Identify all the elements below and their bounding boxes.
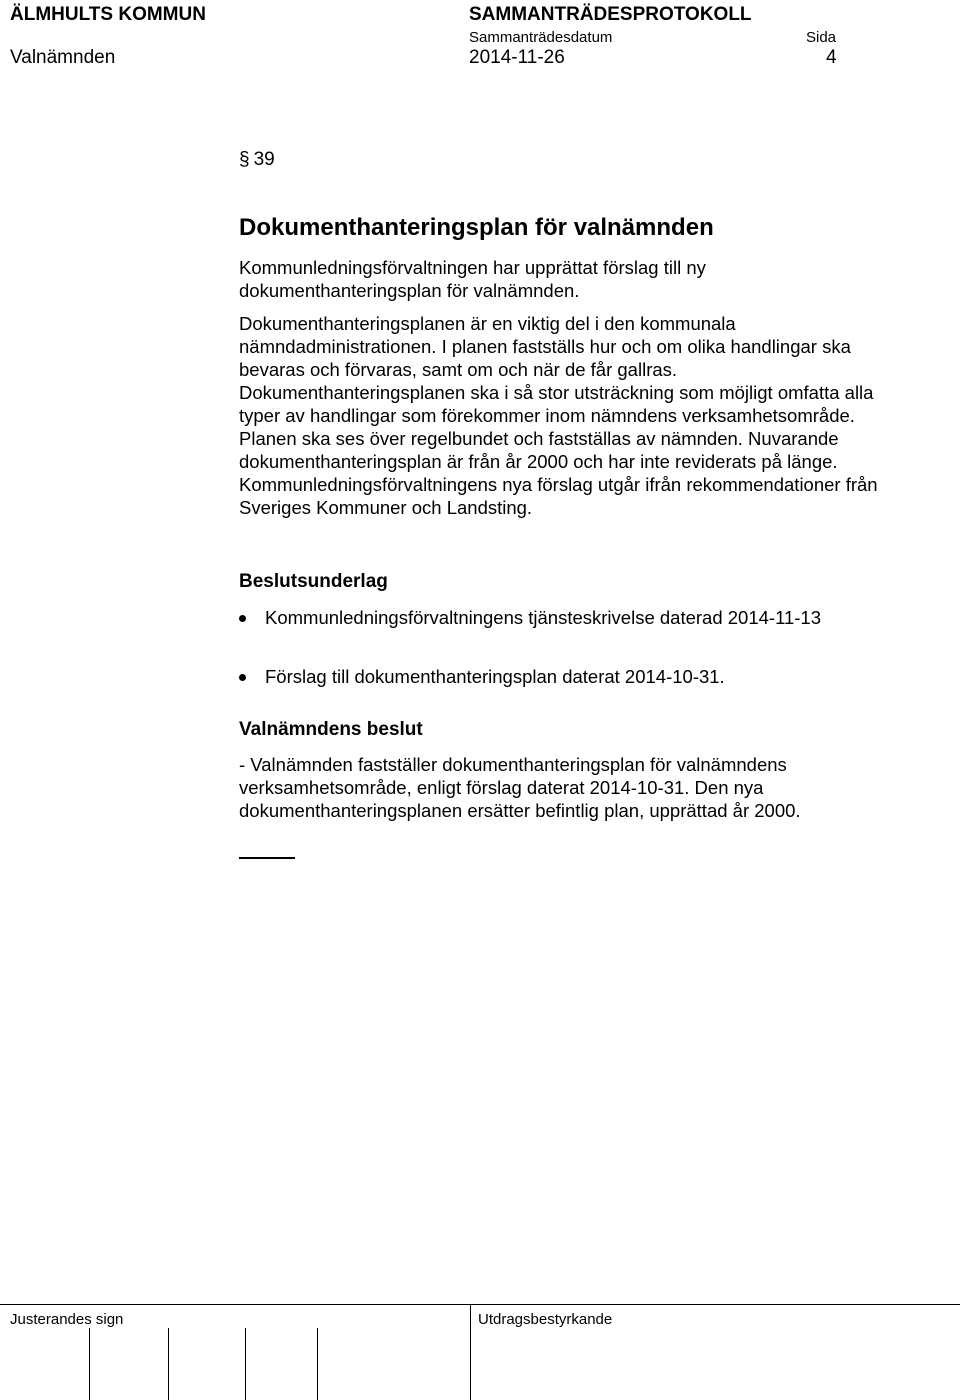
section-title: Dokumenthanteringsplan för valnämnden (239, 214, 714, 241)
date-label: Sammanträdesdatum (469, 29, 613, 46)
meeting-date: 2014-11-26 (469, 47, 565, 68)
page-number: 4 (826, 47, 837, 68)
signature-box-divider (168, 1328, 169, 1400)
section-number (239, 149, 275, 171)
decision-text: - Valnämnden fastställer dokumenthanteringsplan för valnämndens verksamhetsområde, enligt förslag daterat 2014-10-31. Den nya dokumenthanteringsplanen ersätter befintlig plan, upprättad år 2000. (239, 754, 801, 821)
footer-column-divider (470, 1304, 471, 1400)
organization-name: ÄLMHULTS KOMMUN (10, 4, 206, 25)
section-number-value: 39 (253, 149, 275, 170)
bullet-icon (239, 615, 246, 622)
basis-list-item (239, 606, 879, 629)
committee-name: Valnämnden (10, 47, 116, 68)
signature-box-divider (245, 1328, 246, 1400)
decision-heading: Valnämndens beslut (239, 719, 423, 740)
basis-item-text: Förslag till dokumenthanteringsplan daterat 2014-10-31. (265, 666, 725, 687)
document-type: SAMMANTRÄDESPROTOKOLL (469, 4, 752, 25)
basis-list-item (239, 665, 879, 688)
basis-heading: Beslutsunderlag (239, 571, 388, 592)
signature-box-divider (89, 1328, 90, 1400)
basis-item-text: Kommunledningsförvaltningens tjänsteskrivelse daterad 2014-11-13 (265, 607, 822, 628)
page-label: Sida (806, 29, 837, 46)
paragraph-description: Dokumenthanteringsplanen är en viktig del i den kommunala nämndadministrationen. I planen fastställs hur och om olika handlingar ska bevaras och förvaras, samt om och när de får gallras. Dokumenthanteringsplanen ska i så stor utsträckning som möjligt omfatta alla typer av handlingar som förekommer inom nämndens verksamhetsområde. Planen ska ses över regelbundet och fastställas av nämnden. Nuvarande dokumenthanteringsplan är från år 2000 och har inte reviderats på länge. Kommunledningsförvaltningens nya förslag utgår ifrån rekommendationer från Sveriges Kommuner och Landsting. (239, 313, 878, 518)
bullet-icon (239, 674, 246, 681)
signature-label: Justerandes sign (10, 1311, 124, 1328)
paragraph-background: Kommunledningsförvaltningen har upprättat förslag till ny dokumenthanteringsplan för valnämnden. (239, 257, 706, 301)
end-of-section-rule (239, 857, 295, 859)
certification-label: Utdragsbestyrkande (478, 1311, 613, 1328)
signature-box-divider (317, 1328, 318, 1400)
footer-divider (0, 1304, 960, 1305)
